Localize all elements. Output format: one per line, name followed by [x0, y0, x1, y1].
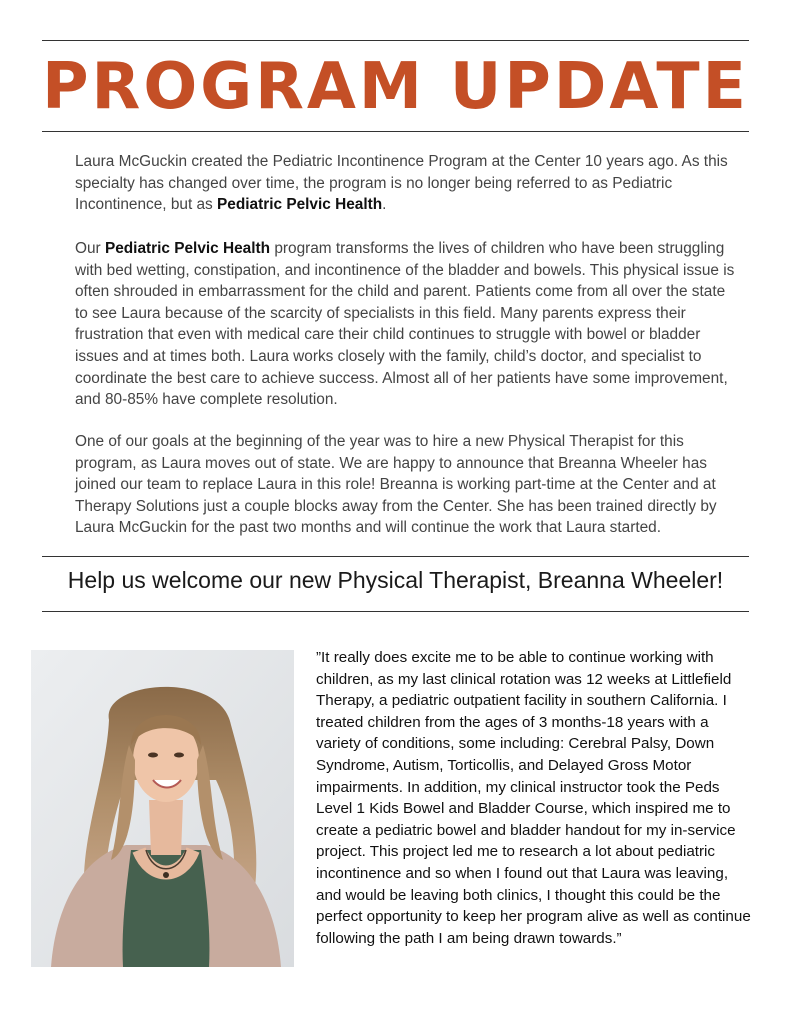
program-name-bold: Pediatric Pelvic Health [217, 196, 383, 214]
intro-paragraph-3 [75, 431, 735, 539]
top-rule [42, 40, 749, 41]
intro-p2-lead: Our [75, 240, 105, 257]
page-title: PROGRAM UPDATE [42, 50, 749, 124]
welcome-top-rule [42, 556, 749, 557]
therapist-quote: ”It really does excite me to be able to continue working with children, as my last clinical rotation was 12 weeks at Littlefield Therapy, a pediatric outpatient facility in southern California. I treated children from the ages of 3 months-18 years with a variety of conditions, some including: Cerebral Palsy, Down Syndrome, Autism, Torticollis, and Delayed Gross Motor impairments. In addition, my clinical instructor took the Peds Level 1 Kids Bowel and Bladder Course, which inspired me to create a pediatric bowel and bladder handout for my in-service project. This project led me to research a lot about pediatric incontinence and so when I found out that Laura was leaving, and would be leaving both clinics, I thought this could be the perfect opportunity to keep her program alive as well as continue following the path I am being drawn towards.” [316, 649, 751, 947]
intro-p3-text: One of our goals at the beginning of the year was to hire a new Physical Therapist for this program, as Laura moves out of state. We are happy to announce that Breanna Wheeler has joined our team to replace Laura in this role! Breanna is working part-time at the Center and at Therapy Solutions just a couple blocks away from the Center. She has been trained directly by Laura McGuckin for the past two months and will continue the work that Laura started. [75, 433, 717, 537]
intro-p1-end: . [382, 196, 387, 214]
welcome-heading: Help us welcome our new Physical Therapist, Breanna Wheeler! [67, 567, 724, 593]
welcome-bottom-rule [42, 611, 749, 612]
title-bottom-rule [42, 131, 749, 132]
intro-paragraph-2 [75, 238, 735, 411]
intro-p1-text: Laura McGuckin created the Pediatric Incontinence Program at the Center 10 years ago. As this specialty has changed over time, the program is no longer being referred to as Pediatric Incontinence, but as [75, 153, 728, 214]
intro-p2-text: program transforms the lives of children who have been struggling with bed wetting, constipation, and incontinence of the bladder and bowels. This physical issue is often shrouded in embarrassment for the child and parent. Patients come from all over the state to see Laura because of the scarcity of specialists in this field. Many parents express their frustration that even with medical care their child continues to struggle with bowel or bladder issues and at times both. Laura works closely with the family, child’s doctor, and specialist to coordinate the best care to achieve success. Almost all of her patients have some improvement, and 80-85% have complete resolution. [75, 240, 735, 409]
program-name-bold: Pediatric Pelvic Health [104, 240, 271, 257]
therapist-photo [31, 650, 294, 967]
intro-paragraph-1 [75, 151, 735, 216]
